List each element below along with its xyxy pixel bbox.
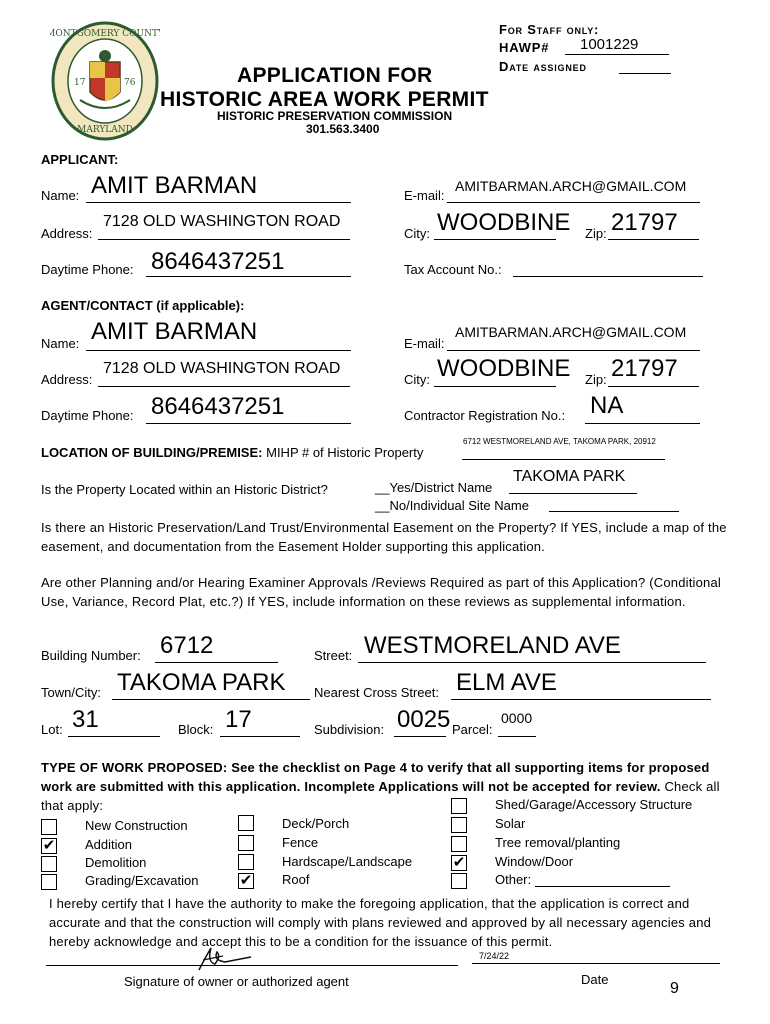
shed-garage-label: Shed/Garage/Accessory Structure	[495, 797, 693, 812]
subdivision-label: Subdivision:	[314, 722, 385, 737]
commission-phone: 301.563.3400	[306, 122, 380, 136]
demolition-label: Demolition	[85, 855, 147, 870]
signature-label: Signature of owner or authorized agent	[124, 974, 349, 989]
agent-name-label: Name:	[41, 336, 80, 351]
street-label: Street:	[314, 648, 353, 663]
hardscape-landscape-checkbox[interactable]	[238, 854, 254, 870]
cross-street-field[interactable]: ELM AVE	[456, 669, 557, 696]
date-assigned-label: Date assigned	[499, 59, 587, 74]
demolition-checkbox[interactable]	[41, 856, 57, 872]
contractor-registration-label: Contractor Registration No.:	[404, 408, 566, 423]
agent-city-label: City:	[404, 372, 430, 387]
lot-label: Lot:	[41, 722, 63, 737]
agent-zip-field[interactable]: 21797	[611, 355, 678, 382]
building-number-field[interactable]: 6712	[160, 632, 214, 659]
applicant-email-field[interactable]: AMITBARMAN.ARCH@GMAIL.COM	[455, 178, 687, 194]
county-seal-logo	[50, 20, 160, 142]
shed-garage-checkbox[interactable]	[451, 798, 467, 814]
addition-label: Addition	[85, 837, 132, 852]
district-yes-option[interactable]: __Yes/District Name	[375, 480, 493, 495]
hawp-number[interactable]: 1001229	[580, 36, 639, 53]
agent-phone-field[interactable]: 8646437251	[151, 393, 285, 420]
title-line-2: HISTORIC AREA WORK PERMIT	[160, 88, 489, 111]
district-no-option[interactable]: __No/Individual Site Name	[375, 498, 529, 513]
agent-name-field[interactable]: AMIT BARMAN	[91, 318, 258, 345]
deck-porch-checkbox[interactable]	[238, 815, 254, 831]
applicant-city-label: City:	[404, 226, 430, 241]
applicant-zip-label: Zip:	[585, 226, 607, 241]
cross-street-label: Nearest Cross Street:	[314, 685, 439, 700]
agent-email-label: E-mail:	[404, 336, 445, 351]
signature-mark	[195, 944, 255, 974]
block-label: Block:	[178, 722, 214, 737]
town-city-label: Town/City:	[41, 685, 101, 700]
mihp-label: MIHP # of Historic Property	[266, 445, 424, 460]
applicant-address-field[interactable]: 7128 OLD WASHINGTON ROAD	[103, 213, 341, 230]
building-number-label: Building Number:	[41, 648, 141, 663]
solar-checkbox[interactable]	[451, 817, 467, 833]
seal-year-left: 17	[74, 78, 86, 88]
applicant-zip-field[interactable]: 21797	[611, 209, 678, 236]
deck-porch-label: Deck/Porch	[282, 816, 350, 831]
applicant-email-label: E-mail:	[404, 188, 445, 203]
town-city-field[interactable]: TAKOMA PARK	[117, 669, 286, 696]
date-label: Date	[581, 972, 609, 987]
fence-label: Fence	[282, 835, 319, 850]
other-label: Other:	[495, 872, 532, 887]
historic-district-question: Is the Property Located within an Historic District?	[41, 482, 328, 497]
mihp-field[interactable]: 6712 WESTMORELAND AVE, TAKOMA PARK, 20912	[463, 437, 656, 446]
hardscape-landscape-label: Hardscape/Landscape	[282, 854, 413, 869]
block-field[interactable]: 17	[225, 706, 252, 733]
applicant-phone-label: Daytime Phone:	[41, 262, 134, 277]
agent-phone-label: Daytime Phone:	[41, 408, 134, 423]
roof-checkbox[interactable]: ✔	[239, 871, 253, 889]
agent-heading: AGENT/CONTACT (if applicable):	[41, 298, 245, 313]
street-field[interactable]: WESTMORELAND AVE	[364, 632, 621, 659]
approvals-question: Are other Planning and/or Hearing Examiner Approvals /Reviews Required as part of this Application? (Conditional Use, Variance, Record Plat, etc.?) If YES, include information on these reviews as supplemental information.	[41, 575, 721, 609]
grading-excavation-checkbox[interactable]	[41, 874, 57, 890]
staff-title: For Staff only:	[499, 22, 600, 37]
other-checkbox[interactable]	[451, 873, 467, 889]
window-door-label: Window/Door	[495, 854, 574, 869]
commission-name: HISTORIC PRESERVATION COMMISSION	[217, 109, 453, 123]
page-number: 9	[670, 980, 679, 997]
applicant-city-field[interactable]: WOODBINE	[437, 209, 571, 236]
certification-statement: I hereby certify that I have the authority to make the foregoing application, that the application is correct and accurate and that the construction will comply with plans reviewed and approved by all necessary agencies and hereby acknowledge and accept this to be a condition for the issuance of this permit.	[49, 896, 712, 949]
tax-account-label: Tax Account No.:	[404, 262, 502, 277]
seal-bottom-text: MARYLAND	[77, 125, 133, 135]
agent-email-field[interactable]: AMITBARMAN.ARCH@GMAIL.COM	[455, 324, 687, 340]
window-door-checkbox[interactable]: ✔	[452, 853, 466, 871]
title-line-1: APPLICATION FOR	[237, 64, 433, 87]
applicant-name-label: Name:	[41, 188, 80, 203]
addition-checkbox[interactable]: ✔	[42, 836, 56, 854]
type-of-work-heading: TYPE OF WORK PROPOSED: See the checklist on Page 4 to verify that all supporting items for proposed work are submitted with this application. Incomplete Applications will not be accepted for review.	[41, 760, 710, 794]
check-all-label: Check all that apply:	[41, 779, 720, 813]
parcel-label: Parcel:	[452, 722, 493, 737]
contractor-registration-field[interactable]: NA	[590, 392, 624, 419]
subdivision-field[interactable]: 0025	[397, 706, 451, 733]
hawp-label: HAWP#	[499, 40, 550, 55]
new-construction-label: New Construction	[85, 818, 188, 833]
tree-removal-label: Tree removal/planting	[495, 835, 621, 850]
easement-question: Is there an Historic Preservation/Land Trust/Environmental Easement on the Property? If YES, include a map of the easement, and documentation from the Easement Holder supporting this application.	[41, 520, 727, 554]
tree-removal-checkbox[interactable]	[451, 836, 467, 852]
applicant-phone-field[interactable]: 8646437251	[151, 248, 285, 275]
agent-address-field[interactable]: 7128 OLD WASHINGTON ROAD	[103, 360, 341, 377]
seal-year-right: 76	[124, 78, 136, 88]
location-heading: LOCATION OF BUILDING/PREMISE:	[41, 445, 263, 460]
roof-label: Roof	[282, 872, 310, 887]
fence-checkbox[interactable]	[238, 835, 254, 851]
applicant-address-label: Address:	[41, 226, 93, 241]
parcel-field[interactable]: 0000	[501, 710, 533, 726]
seal-top-text: MONTGOMERY COUNTY	[50, 29, 160, 39]
grading-excavation-label: Grading/Excavation	[85, 873, 199, 888]
agent-zip-label: Zip:	[585, 372, 607, 387]
applicant-heading: APPLICANT:	[41, 152, 119, 167]
agent-city-field[interactable]: WOODBINE	[437, 355, 571, 382]
new-construction-checkbox[interactable]	[41, 819, 57, 835]
district-name-field[interactable]: TAKOMA PARK	[513, 468, 626, 485]
applicant-name-field[interactable]: AMIT BARMAN	[91, 172, 258, 199]
agent-address-label: Address:	[41, 372, 93, 387]
lot-field[interactable]: 31	[72, 706, 99, 733]
solar-label: Solar	[495, 816, 526, 831]
signature-date-field[interactable]: 7/24/22	[479, 951, 510, 961]
